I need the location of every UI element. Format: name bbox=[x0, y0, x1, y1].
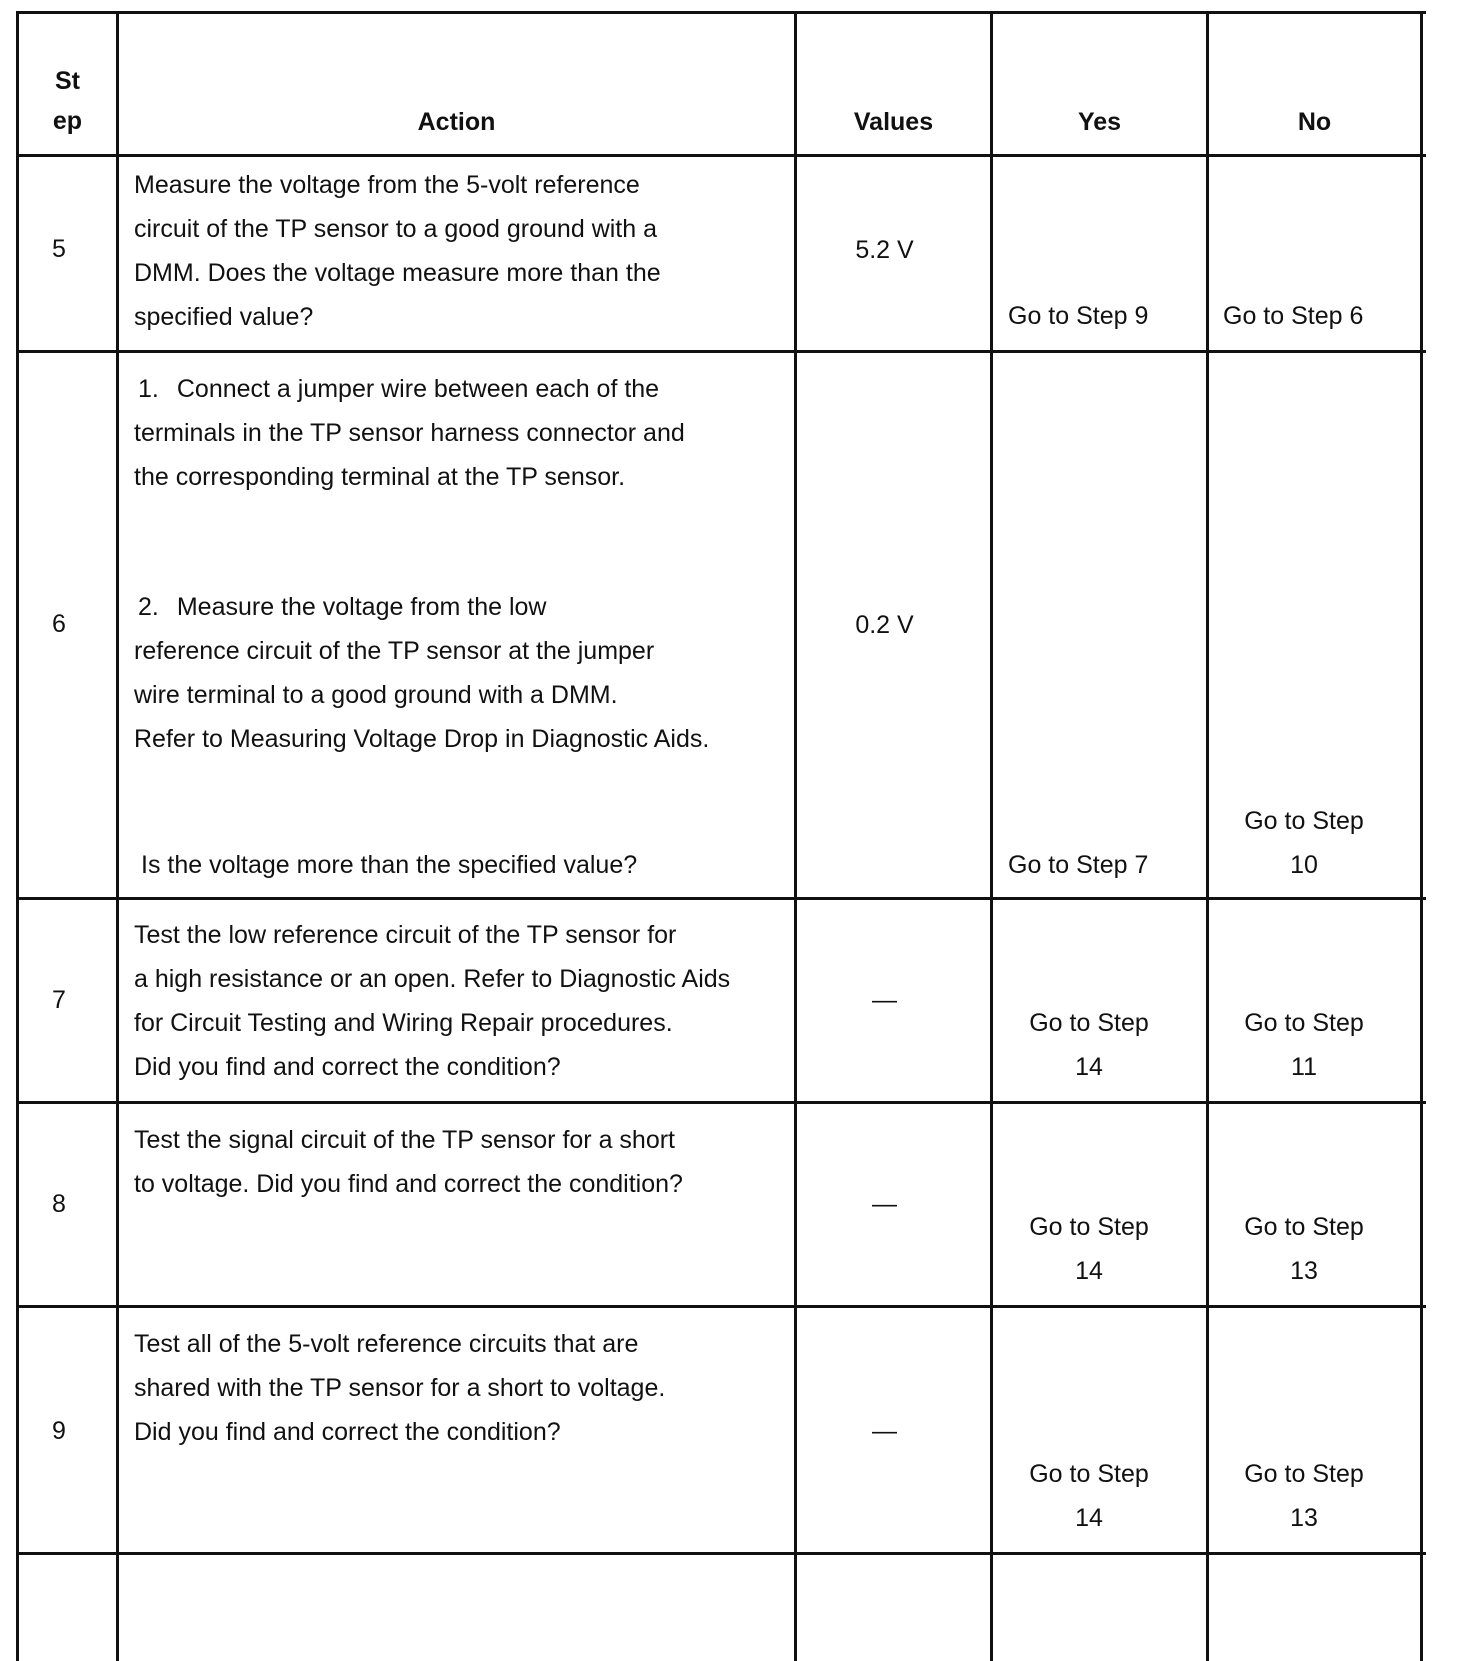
value-text: 5.2 V bbox=[855, 236, 914, 264]
yes-step-link: Go to Step 9 bbox=[1008, 302, 1149, 330]
no-step-line: 10 bbox=[1290, 851, 1318, 879]
yes-step-link bbox=[1004, 1001, 1174, 1089]
no-step-line: Go to Step bbox=[1244, 807, 1364, 835]
action-line: reference circuit of the TP sensor at the jumper bbox=[134, 637, 655, 665]
column-divider bbox=[990, 11, 993, 1661]
no-step-line: 13 bbox=[1290, 1504, 1318, 1532]
action-line: terminals in the TP sensor harness connector and bbox=[134, 419, 685, 447]
action-question: Is the voltage more than the specified value? bbox=[141, 851, 638, 879]
diagnostic-table bbox=[16, 11, 1426, 1661]
yes-step-line: Go to Step bbox=[1029, 1460, 1149, 1488]
header-no: No bbox=[1297, 108, 1332, 136]
header-step-line: ep bbox=[52, 107, 83, 135]
action-line: specified value? bbox=[134, 303, 314, 331]
column-divider bbox=[116, 11, 119, 1661]
row-divider bbox=[16, 897, 1426, 900]
yes-step-line: 14 bbox=[1075, 1504, 1103, 1532]
action-line: a high resistance or an open. Refer to Diagnostic Aids bbox=[134, 965, 731, 993]
row-divider bbox=[16, 154, 1426, 157]
row-divider bbox=[16, 350, 1426, 353]
action-numbered-item bbox=[134, 585, 709, 761]
action-text bbox=[134, 1322, 665, 1454]
action-line bbox=[134, 367, 685, 411]
yes-step-link bbox=[1004, 1452, 1174, 1540]
action-line: Did you find and correct the condition? bbox=[134, 1418, 561, 1446]
action-line: Did you find and correct the condition? bbox=[134, 1053, 561, 1081]
action-line: to voltage. Did you find and correct the condition? bbox=[134, 1170, 683, 1198]
action-line: wire terminal to a good ground with a DMM. bbox=[134, 681, 618, 709]
row-divider bbox=[16, 1101, 1426, 1104]
action-line-text: Measure the voltage from the low bbox=[176, 593, 547, 621]
action-line-text: Connect a jumper wire between each of the bbox=[176, 375, 660, 403]
action-text bbox=[134, 163, 661, 339]
step-number: 8 bbox=[52, 1190, 66, 1218]
step-number: 5 bbox=[52, 235, 66, 263]
header-yes: Yes bbox=[1077, 108, 1122, 136]
action-line: for Circuit Testing and Wiring Repair procedures. bbox=[134, 1009, 673, 1037]
no-step-line: Go to Step bbox=[1244, 1009, 1364, 1037]
yes-step-link: Go to Step 7 bbox=[1008, 851, 1149, 879]
header-action: Action bbox=[417, 108, 496, 136]
row-divider bbox=[16, 1305, 1426, 1308]
step-number: 9 bbox=[52, 1417, 66, 1445]
action-line: DMM. Does the voltage measure more than the bbox=[134, 259, 661, 287]
header-values: Values bbox=[853, 108, 934, 136]
no-step-line: 13 bbox=[1290, 1257, 1318, 1285]
value-text: — bbox=[872, 986, 897, 1014]
no-step-link bbox=[1219, 1001, 1389, 1089]
value-text: — bbox=[872, 1417, 897, 1445]
value-text: 0.2 V bbox=[855, 611, 914, 639]
yes-step-line: Go to Step bbox=[1029, 1213, 1149, 1241]
action-line: circuit of the TP sensor to a good ground with a bbox=[134, 215, 657, 243]
action-line: Test the signal circuit of the TP sensor for a short bbox=[134, 1126, 676, 1154]
list-number: 1. bbox=[138, 375, 159, 403]
yes-step-line: 14 bbox=[1075, 1257, 1103, 1285]
action-text bbox=[134, 913, 730, 1089]
action-line: Refer to Measuring Voltage Drop in Diagnostic Aids. bbox=[134, 725, 710, 753]
yes-step-line: 14 bbox=[1075, 1053, 1103, 1081]
no-step-link bbox=[1219, 1205, 1389, 1293]
value-text: — bbox=[872, 1190, 897, 1218]
header-step bbox=[19, 61, 116, 141]
action-line: shared with the TP sensor for a short to voltage. bbox=[134, 1374, 666, 1402]
action-line: Test all of the 5-volt reference circuits that are bbox=[134, 1330, 639, 1358]
no-step-line: Go to Step bbox=[1244, 1213, 1364, 1241]
step-number: 7 bbox=[52, 986, 66, 1014]
list-number: 2. bbox=[138, 593, 159, 621]
no-step-link: Go to Step 6 bbox=[1223, 302, 1364, 330]
yes-step-link bbox=[1004, 1205, 1174, 1293]
action-line: Test the low reference circuit of the TP sensor for bbox=[134, 921, 677, 949]
action-text bbox=[134, 1118, 683, 1206]
no-step-link bbox=[1219, 799, 1389, 887]
step-number: 6 bbox=[52, 610, 66, 638]
no-step-line: Go to Step bbox=[1244, 1460, 1364, 1488]
row-divider bbox=[16, 1552, 1426, 1555]
action-line bbox=[134, 585, 709, 629]
table-border-top bbox=[16, 11, 1426, 14]
action-line: Measure the voltage from the 5-volt reference bbox=[134, 171, 640, 199]
no-step-line: 11 bbox=[1291, 1053, 1317, 1081]
no-step-link bbox=[1219, 1452, 1389, 1540]
table-border-right bbox=[1420, 11, 1423, 1661]
action-line: the corresponding terminal at the TP sensor. bbox=[134, 463, 626, 491]
column-divider bbox=[1206, 11, 1209, 1661]
header-step-line: St bbox=[55, 67, 80, 95]
action-numbered-item bbox=[134, 367, 685, 499]
yes-step-line: Go to Step bbox=[1029, 1009, 1149, 1037]
